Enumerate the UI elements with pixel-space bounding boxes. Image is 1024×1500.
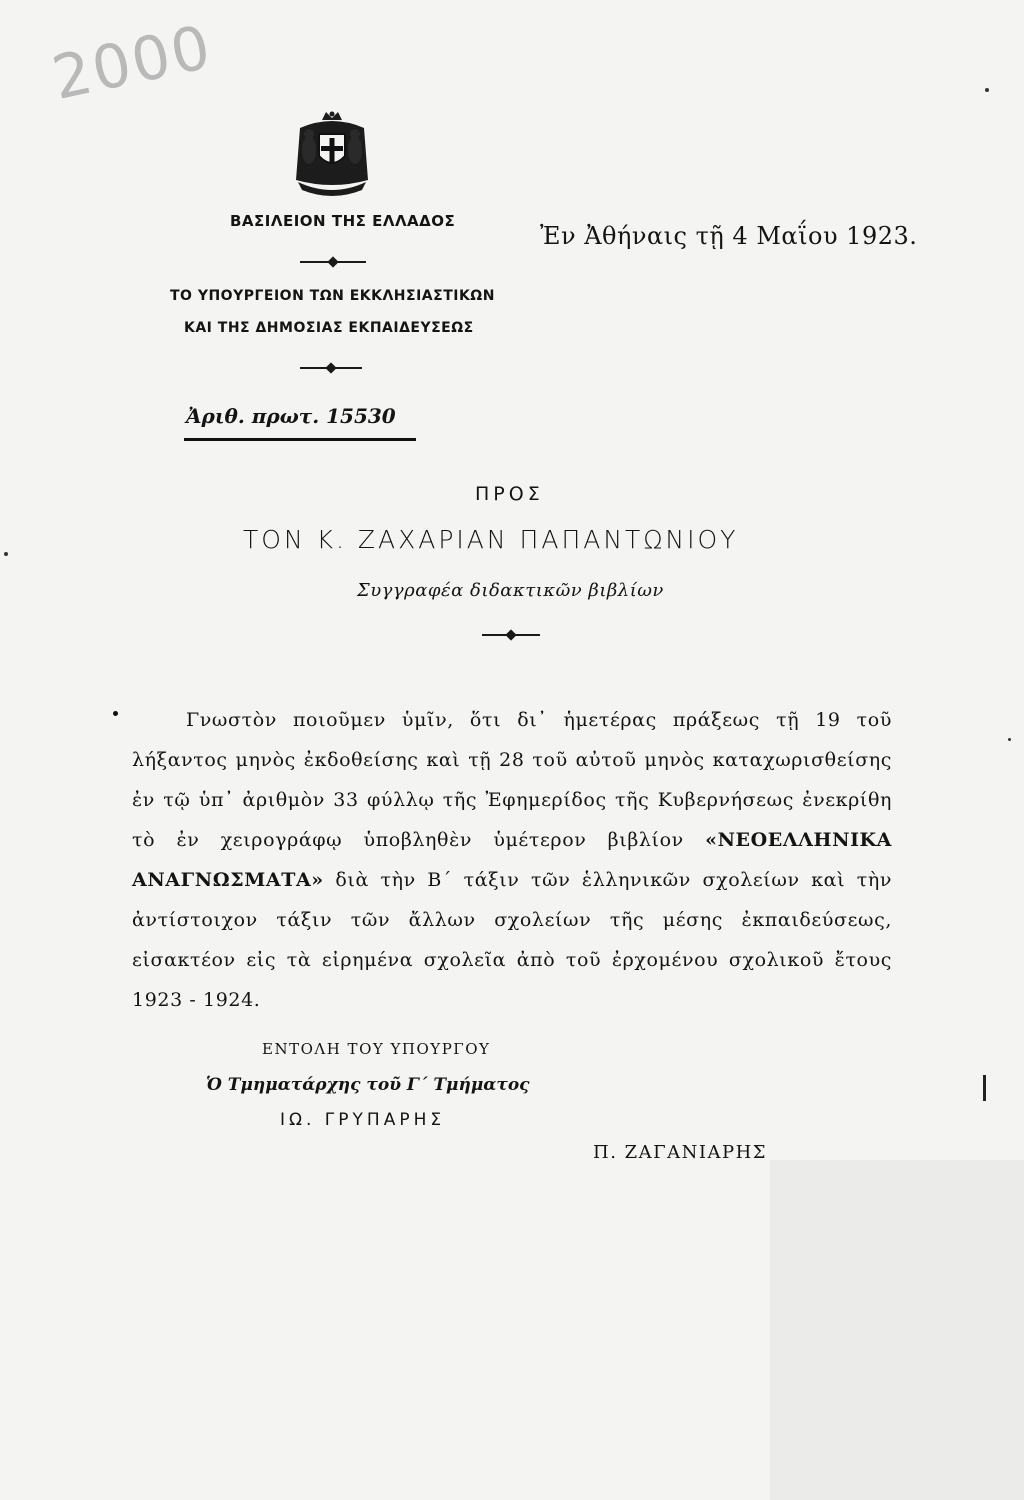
addressee-label: ΠΡΟΣ — [475, 483, 544, 505]
protocol-underline — [184, 438, 416, 441]
royal-coat-of-arms-icon — [292, 110, 372, 198]
ornament-divider — [300, 261, 366, 263]
speck — [985, 88, 989, 92]
paragraph-mark — [113, 711, 118, 716]
signatory-title: Ὁ Τμηματάρχης τοῦ Γ΄ Τμήματος — [206, 1075, 530, 1095]
ornament-divider — [482, 634, 540, 636]
paper-shade — [770, 1160, 1024, 1500]
margin-mark — [983, 1075, 986, 1101]
place-and-date: Ἐν Ἀθήναις τῇ 4 Μαΐου 1923. — [540, 222, 918, 250]
body-text-part-2: διὰ τὴν Β΄ τάξιν τῶν ἑλληνικῶν σχολείων καὶ τὴν ἀντίστοιχον τάξιν τῶν ἄλλων σχολείων τῆς μέσης ἐκπαιδεύσεως, εἰσακτέον εἰς τὰ εἰρημένα σχολεῖα ἀπὸ τοῦ ἐρχομένου σχολικοῦ ἔτους 1923 - 1924. — [132, 869, 892, 1011]
pencil-margin-note: 2000 — [46, 12, 219, 114]
kingdom-heading: ΒΑΣΙΛΕΙΟΝ ΤΗΣ ΕΛΛΑΔΟΣ — [230, 212, 456, 230]
ministry-line-1: ΤΟ ΥΠΟΥΡΓΕΙΟΝ ΤΩΝ ΕΚΚΛΗΣΙΑΣΤΙΚΩΝ — [170, 288, 495, 304]
book-title: «ΝΕΟΕΛΛΗΝΙΚΑ ΑΝΑΓΝΩΣΜΑΤΑ» — [132, 829, 893, 891]
ornament-divider — [300, 367, 362, 369]
ministry-line-2: ΚΑΙ ΤΗΣ ΔΗΜΟΣΙΑΣ ΕΚΠΑΙΔΕΥΣΕΩΣ — [184, 320, 474, 336]
recipient-role: Συγγραφέα διδακτικῶν βιβλίων — [357, 580, 664, 601]
order-of-minister: ΕΝΤΟΛΗ ΤΟΥ ΥΠΟΥΡΓΟΥ — [262, 1040, 491, 1058]
protocol-number: Ἀριθ. πρωτ. 15530 — [186, 404, 396, 428]
speck — [1008, 738, 1011, 741]
countersignature: Π. ΖΑΓΑΝΙΑΡΗΣ — [593, 1142, 768, 1163]
letter-body — [132, 700, 892, 1020]
signatory-name: ΙΩ. ΓΡΥΠΑΡΗΣ — [280, 1110, 446, 1130]
body-text-part-1: Γνωστὸν ποιοῦμεν ὑμῖν, ὅτι δι᾽ ἡμετέρας πράξεως τῇ 19 τοῦ λήξαντος μηνὸς ἐκδοθείσης καὶ τῇ 28 τοῦ αὐτοῦ μηνὸς καταχωρισθείσης ἐν τῷ ὑπ᾽ ἀριθμὸν 33 φύλλῳ τῆς Ἐφημερίδος τῆς Κυβερνήσεως ἐνεκρίθη τὸ ἐν χειρογράφῳ ὑποβληθὲν ὑμέτερον βιβλίον — [132, 709, 892, 851]
recipient-name: ΤΟΝ Κ. ΖΑΧΑΡΙΑΝ ΠΑΠΑΝΤΩΝΙΟΥ — [243, 525, 739, 554]
speck — [4, 552, 8, 556]
